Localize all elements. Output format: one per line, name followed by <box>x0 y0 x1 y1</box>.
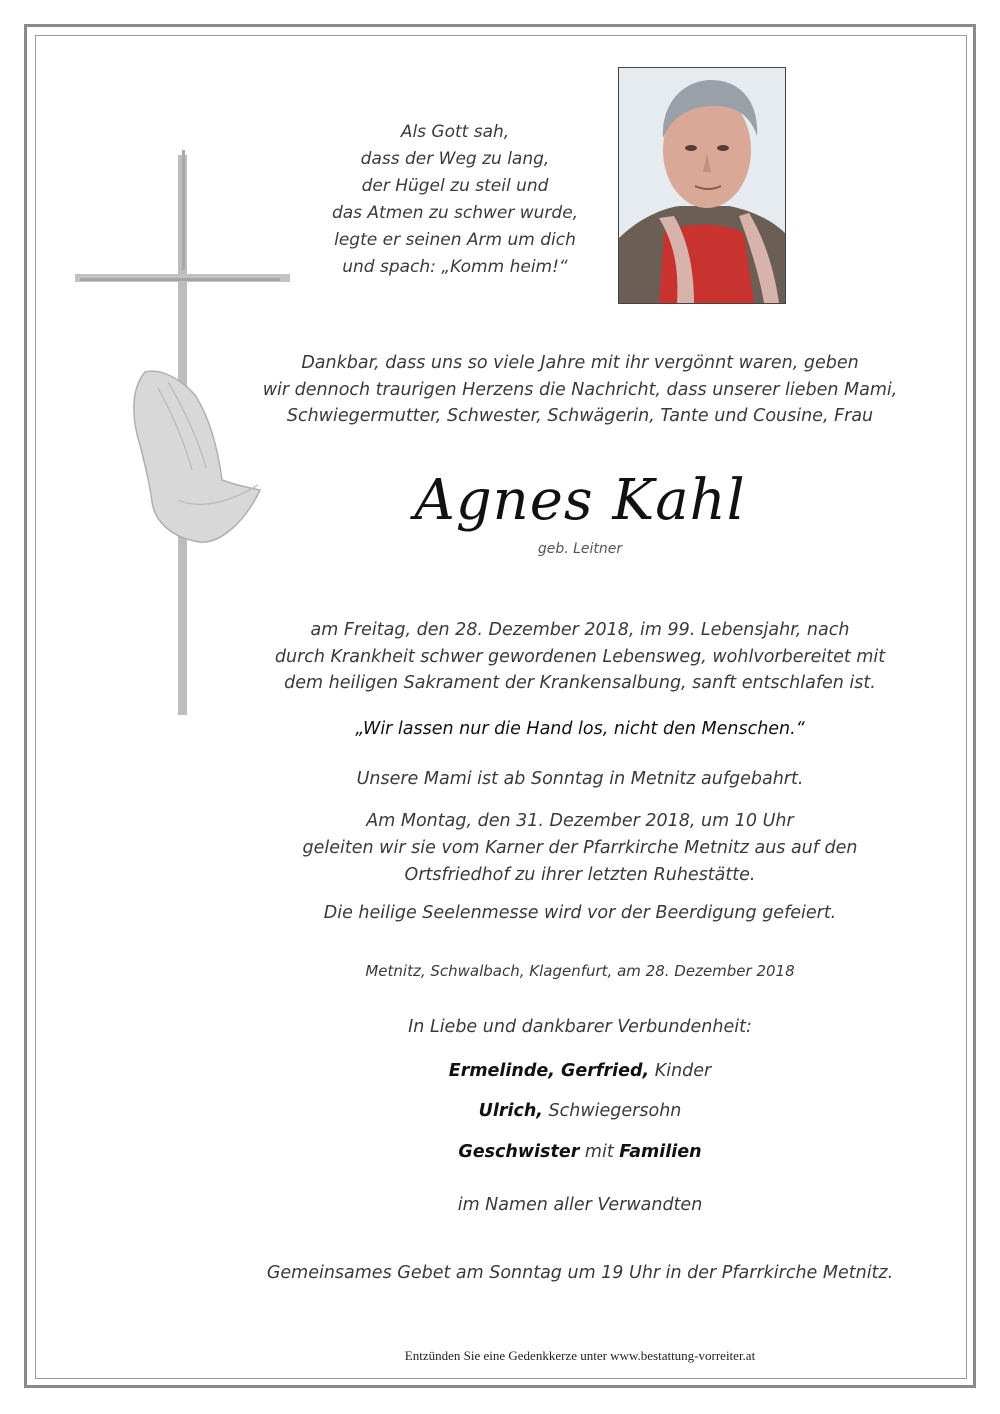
death-notice <box>200 617 960 697</box>
prayer-notice: Gemeinsames Gebet am Sonntag um 19 Uhr in der Pfarrkirche Metnitz. <box>266 1263 894 1283</box>
son-in-law-role: Schwiegersohn <box>548 1101 682 1121</box>
intro-line: Dankbar, dass uns so viele Jahre mit ihr vergönnt waren, geben <box>301 353 859 373</box>
intro-line: Schwiegermutter, Schwester, Schwägerin, Tante und Cousine, Frau <box>286 406 874 426</box>
siblings-label: Geschwister <box>458 1142 580 1162</box>
poem-line: dass der Weg zu lang, <box>360 149 550 169</box>
family-row-children <box>200 1061 960 1081</box>
death-line: dem heiligen Sakrament der Krankensalbung, sanft entschlafen ist. <box>284 673 876 693</box>
relatives-line: im Namen aller Verwandten <box>457 1195 703 1215</box>
children-names: Ermelinde, Gerfried, <box>448 1061 650 1081</box>
death-line: am Freitag, den 28. Dezember 2018, im 99. Lebensjahr, nach <box>310 620 850 640</box>
laid-out-notice: Unsere Mami ist ab Sonntag in Metnitz aufgebahrt. <box>356 769 804 789</box>
siblings-connector: mit <box>584 1142 614 1162</box>
portrait-illustration-icon <box>619 68 785 303</box>
place-and-date: Metnitz, Schwalbach, Klagenfurt, am 28. Dezember 2018 <box>365 962 795 980</box>
burial-line: geleiten wir sie vom Karner der Pfarrkirche Metnitz aus auf den <box>302 838 858 858</box>
poem-line: Als Gott sah, <box>400 122 510 142</box>
poem-line: und spach: „Komm heim!“ <box>342 257 568 277</box>
family-row-siblings <box>200 1142 960 1162</box>
son-in-law-name: Ulrich, <box>478 1101 543 1121</box>
burial-notice <box>200 808 960 889</box>
poem-line: das Atmen zu schwer wurde, <box>331 203 579 223</box>
love-line: In Liebe und dankbarer Verbundenheit: <box>408 1017 752 1037</box>
announcement-intro <box>200 350 960 430</box>
footer-candle-link[interactable]: Entzünden Sie eine Gedenkkerze unter www.bestattung-vorreiter.at <box>404 1348 756 1363</box>
families-label: Familien <box>619 1142 702 1162</box>
poem <box>290 119 620 281</box>
poem-line: legte er seinen Arm um dich <box>334 230 576 250</box>
mass-notice: Die heilige Seelenmesse wird vor der Beerdigung gefeiert. <box>323 903 837 923</box>
children-role: Kinder <box>654 1061 712 1081</box>
burial-line: Ortsfriedhof zu ihrer letzten Ruhestätte. <box>404 865 756 885</box>
family-row-son-in-law <box>200 1101 960 1121</box>
maiden-name: geb. Leitner <box>537 541 623 557</box>
deceased-name: Agnes Kahl <box>414 468 746 533</box>
memorial-quote: „Wir lassen nur die Hand los, nicht den Menschen.“ <box>355 719 805 739</box>
portrait-photo <box>618 67 786 304</box>
burial-line: Am Montag, den 31. Dezember 2018, um 10 Uhr <box>366 811 794 831</box>
poem-line: der Hügel zu steil und <box>361 176 549 196</box>
death-line: durch Krankheit schwer gewordenen Lebensweg, wohlvorbereitet mit <box>274 646 886 667</box>
intro-line: wir dennoch traurigen Herzens die Nachricht, dass unserer lieben Mami, <box>262 379 898 400</box>
